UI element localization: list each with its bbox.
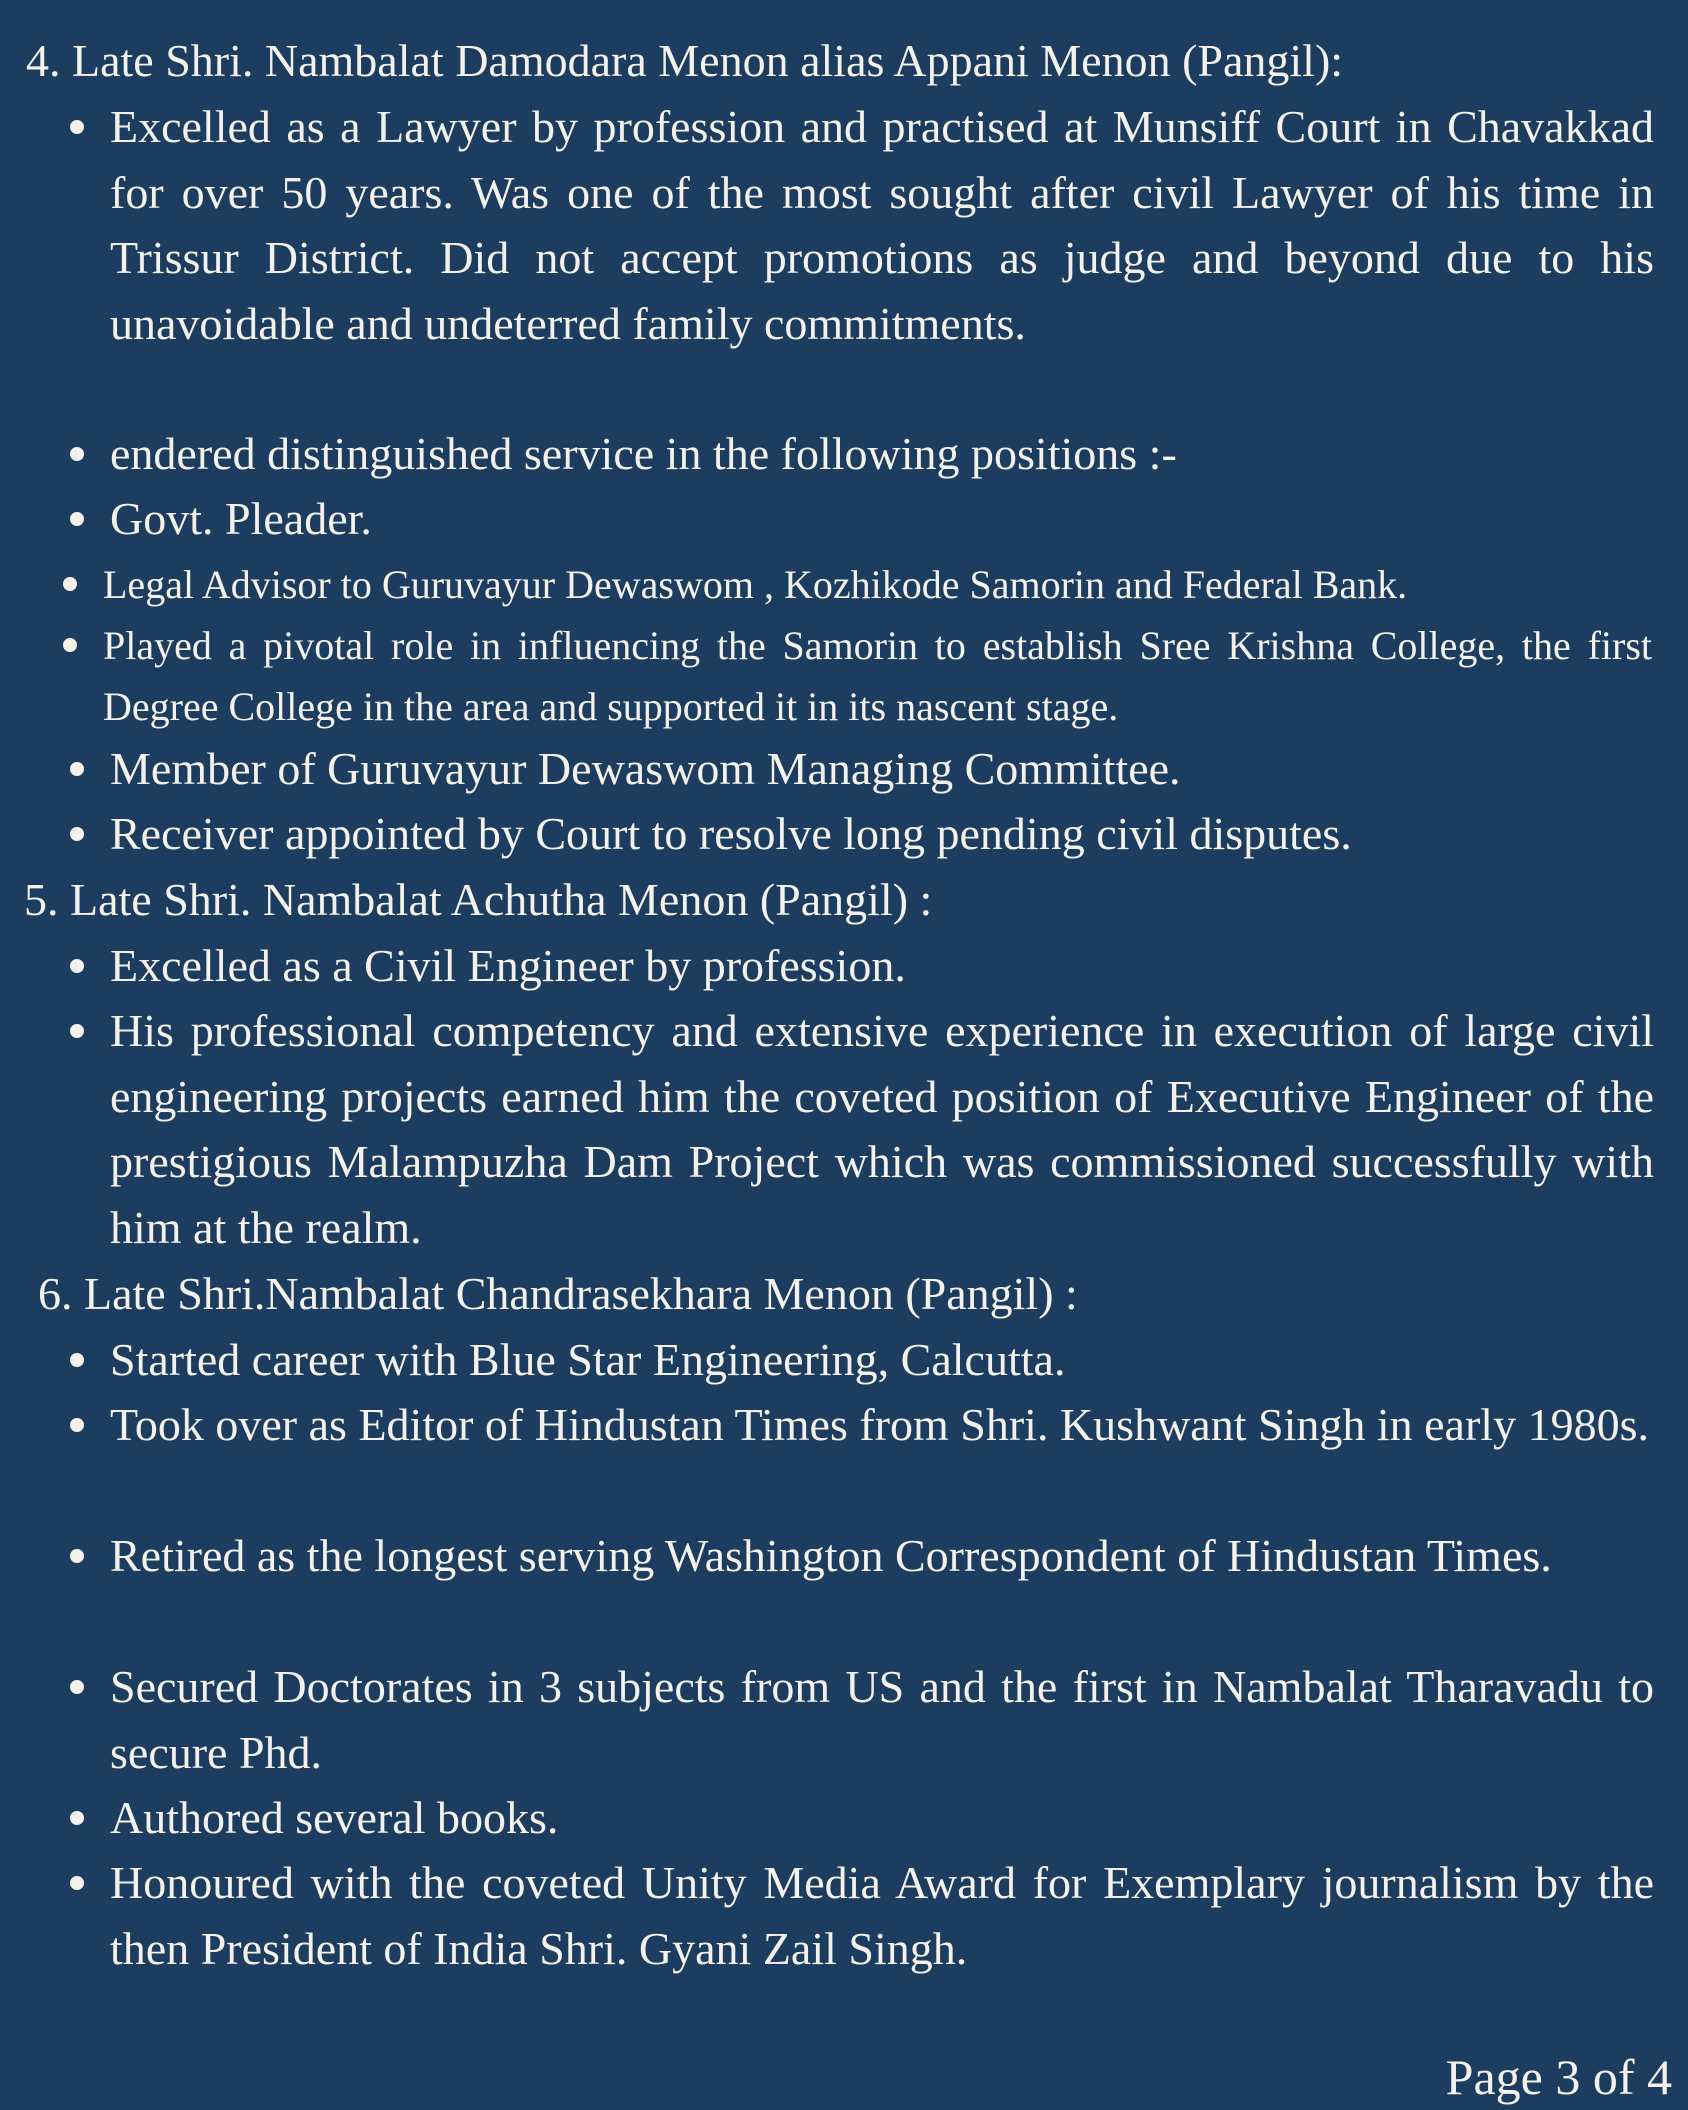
- bullet-icon: [70, 1876, 84, 1890]
- list-item: Secured Doctorates in 3 subjects from US and the first in Nambalat Tharavadu to secure Phd.: [110, 1661, 1654, 1778]
- bullet-icon: [70, 827, 84, 841]
- list-item: Legal Advisor to Guruvayur Dewaswom , Kozhikode Samorin and Federal Bank.: [103, 562, 1408, 607]
- bullet-icon: [70, 120, 84, 134]
- bullet-icon: [70, 1418, 84, 1432]
- bullet-icon: [63, 577, 77, 591]
- list-item: Retired as the longest serving Washington Correspondent of Hindustan Times.: [110, 1530, 1552, 1581]
- list-item: endered distinguished service in the following positions :-: [110, 428, 1177, 479]
- list-item: Played a pivotal role in influencing the Samorin to establish Sree Krishna College, the first Degree College in the area and supported it in its nascent stage.: [103, 623, 1652, 729]
- list-item: Excelled as a Civil Engineer by profession.: [110, 940, 906, 991]
- section-heading: 6. Late Shri.Nambalat Chandrasekhara Menon (Pangil) :: [38, 1268, 1078, 1319]
- list-item: Started career with Blue Star Engineering, Calcutta.: [110, 1334, 1066, 1385]
- bullet-icon: [70, 1811, 84, 1825]
- bullet-icon: [70, 447, 84, 461]
- bullet-icon: [70, 1353, 84, 1367]
- bullet-icon: [70, 1549, 84, 1563]
- bullet-icon: [70, 1680, 84, 1694]
- bullet-icon: [70, 959, 84, 973]
- list-item: Excelled as a Lawyer by profession and practised at Munsiff Court in Chavakkad for over 50 years. Was one of the most sought after civil Lawyer of his time in Trissur District. Did not accept promotions as judge and beyond due to his unavoidable and undeterred family commitments.: [110, 101, 1654, 349]
- bullet-icon: [70, 512, 84, 526]
- bullet-icon: [63, 638, 77, 652]
- page-number: Page 3 of 4: [1445, 2049, 1672, 2105]
- list-item: Honoured with the coveted Unity Media Award for Exemplary journalism by the then President of India Shri. Gyani Zail Singh.: [110, 1857, 1654, 1974]
- list-item: Receiver appointed by Court to resolve long pending civil disputes.: [110, 808, 1352, 859]
- list-item: His professional competency and extensive experience in execution of large civil engineering projects earned him the coveted position of Executive Engineer of the prestigious Malampuzha Dam Project which was commissioned successfully with him at the realm.: [110, 1005, 1654, 1253]
- section-heading: 4. Late Shri. Nambalat Damodara Menon alias Appani Menon (Pangil):: [26, 35, 1344, 86]
- list-item: Govt. Pleader.: [110, 493, 372, 544]
- list-item: Member of Guruvayur Dewaswom Managing Committee.: [110, 743, 1181, 794]
- list-item: Took over as Editor of Hindustan Times from Shri. Kushwant Singh in early 1980s.: [110, 1399, 1649, 1450]
- list-item: Authored several books.: [110, 1792, 559, 1843]
- section-heading: 5. Late Shri. Nambalat Achutha Menon (Pangil) :: [24, 874, 933, 925]
- bullet-icon: [70, 1024, 84, 1038]
- bullet-icon: [70, 762, 84, 776]
